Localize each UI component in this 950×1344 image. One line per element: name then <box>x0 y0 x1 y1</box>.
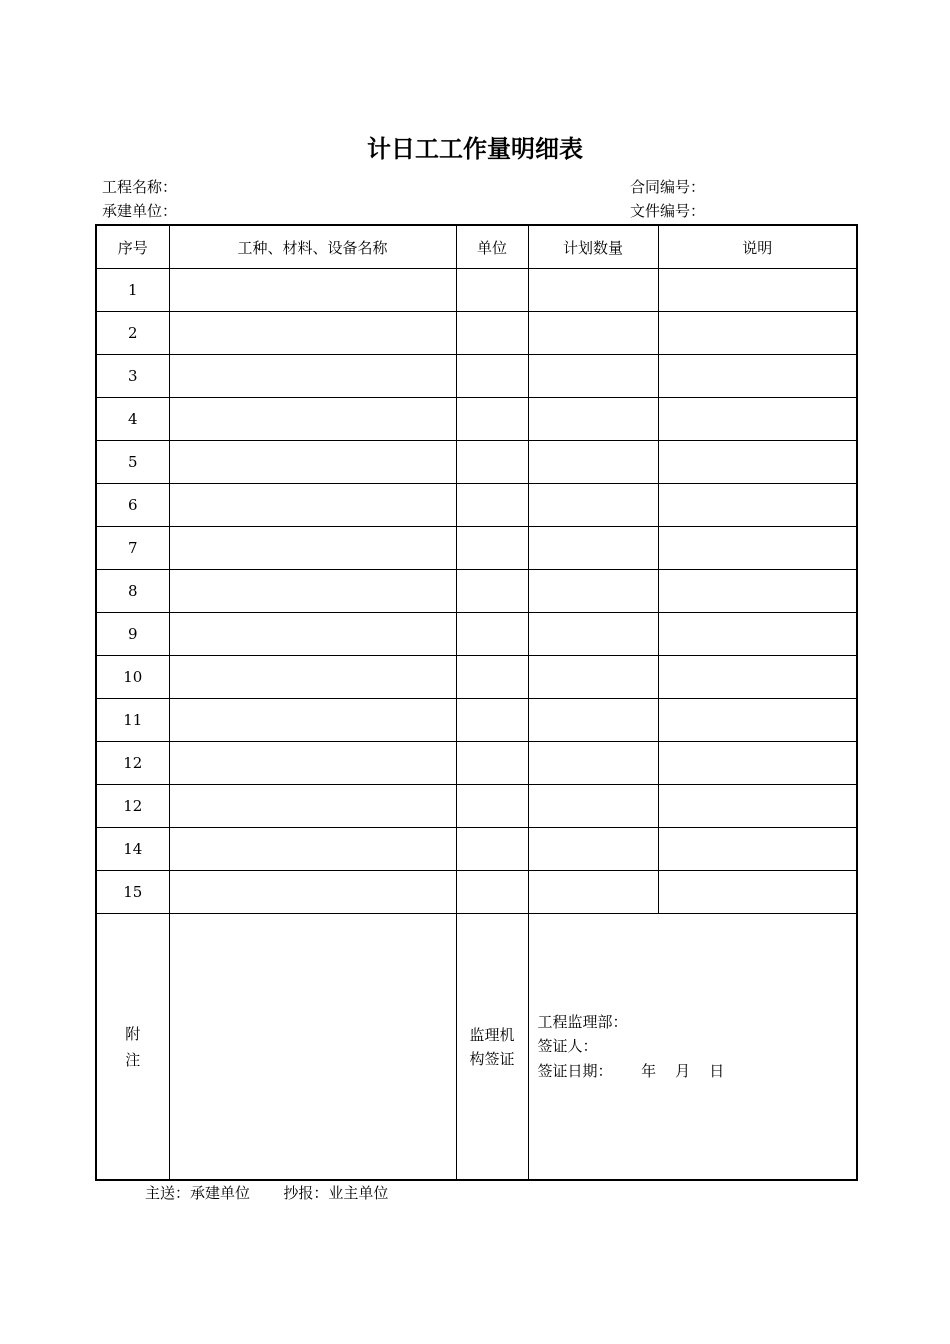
item-name-cell[interactable] <box>169 871 456 914</box>
distribution-footer: 主送：承建单位 抄报：业主单位 <box>145 1184 389 1202</box>
contract-no-label: 合同编号： <box>630 178 706 196</box>
row-index: 9 <box>96 613 169 656</box>
col-header-planned-qty: 计划数量 <box>528 225 658 269</box>
table-row <box>96 699 857 742</box>
item-name-cell[interactable] <box>169 312 456 355</box>
item-name-cell[interactable] <box>169 785 456 828</box>
table-row <box>96 269 857 312</box>
supervision-dept-label: 工程监理部： <box>537 1012 628 1031</box>
item-name-cell[interactable] <box>169 699 456 742</box>
item-name-cell[interactable] <box>169 355 456 398</box>
row-index: 2 <box>96 312 169 355</box>
table-row <box>96 742 857 785</box>
row-index: 1 <box>96 269 169 312</box>
item-name-cell[interactable] <box>169 484 456 527</box>
remarks-cell[interactable] <box>658 398 857 441</box>
remarks-cell[interactable] <box>658 742 857 785</box>
remarks-cell[interactable] <box>658 699 857 742</box>
project-name-label: 工程名称： <box>102 178 178 196</box>
remarks-cell[interactable] <box>658 871 857 914</box>
unit-cell[interactable] <box>456 871 528 914</box>
row-index: 5 <box>96 441 169 484</box>
unit-cell[interactable] <box>456 312 528 355</box>
row-index: 15 <box>96 871 169 914</box>
table-row <box>96 871 857 914</box>
table-row <box>96 656 857 699</box>
unit-cell[interactable] <box>456 269 528 312</box>
row-index: 8 <box>96 570 169 613</box>
planned-qty-cell[interactable] <box>528 699 658 742</box>
item-name-cell[interactable] <box>169 527 456 570</box>
table-row <box>96 441 857 484</box>
table-row <box>96 828 857 871</box>
workload-table <box>95 224 858 1181</box>
table-row <box>96 785 857 828</box>
remark-label-line2: 注 <box>125 1050 141 1069</box>
item-name-cell[interactable] <box>169 828 456 871</box>
table-row <box>96 355 857 398</box>
signer-label: 签证人： <box>537 1037 598 1056</box>
row-index: 6 <box>96 484 169 527</box>
item-name-cell[interactable] <box>169 269 456 312</box>
planned-qty-cell[interactable] <box>528 785 658 828</box>
contractor-label: 承建单位： <box>102 202 178 220</box>
unit-cell[interactable] <box>456 484 528 527</box>
remarks-cell[interactable] <box>658 312 857 355</box>
remarks-cell[interactable] <box>658 441 857 484</box>
remarks-cell[interactable] <box>658 656 857 699</box>
file-no-label: 文件编号： <box>630 202 706 220</box>
planned-qty-cell[interactable] <box>528 527 658 570</box>
unit-cell[interactable] <box>456 355 528 398</box>
row-index: 10 <box>96 656 169 699</box>
remark-label-line1: 附 <box>125 1024 141 1043</box>
row-index: 7 <box>96 527 169 570</box>
table-row <box>96 312 857 355</box>
remark-row <box>96 914 857 1181</box>
planned-qty-cell[interactable] <box>528 312 658 355</box>
supervision-label-line1: 监理机 <box>469 1025 515 1044</box>
planned-qty-cell[interactable] <box>528 871 658 914</box>
unit-cell[interactable] <box>456 527 528 570</box>
table-row <box>96 613 857 656</box>
remarks-cell[interactable] <box>658 484 857 527</box>
unit-cell[interactable] <box>456 441 528 484</box>
row-index: 12 <box>96 742 169 785</box>
planned-qty-cell[interactable] <box>528 828 658 871</box>
row-index: 14 <box>96 828 169 871</box>
planned-qty-cell[interactable] <box>528 656 658 699</box>
unit-cell[interactable] <box>456 656 528 699</box>
row-index: 11 <box>96 699 169 742</box>
remarks-cell[interactable] <box>658 570 857 613</box>
supervision-label <box>456 914 528 1181</box>
col-header-index: 序号 <box>96 225 169 269</box>
table-row <box>96 570 857 613</box>
page-title: 计日工工作量明细表 <box>367 135 583 163</box>
col-header-item-name: 工种、材料、设备名称 <box>169 225 456 269</box>
row-index: 3 <box>96 355 169 398</box>
table-row <box>96 527 857 570</box>
item-name-cell[interactable] <box>169 570 456 613</box>
planned-qty-cell[interactable] <box>528 355 658 398</box>
col-header-remarks: 说明 <box>658 225 857 269</box>
unit-cell[interactable] <box>456 828 528 871</box>
remarks-cell[interactable] <box>658 828 857 871</box>
remark-input-cell[interactable] <box>169 914 456 1181</box>
item-name-cell[interactable] <box>169 398 456 441</box>
planned-qty-cell[interactable] <box>528 484 658 527</box>
remarks-cell[interactable] <box>658 527 857 570</box>
planned-qty-cell[interactable] <box>528 269 658 312</box>
item-name-cell[interactable] <box>169 441 456 484</box>
item-name-cell[interactable] <box>169 656 456 699</box>
unit-cell[interactable] <box>456 785 528 828</box>
planned-qty-cell[interactable] <box>528 570 658 613</box>
planned-qty-cell[interactable] <box>528 742 658 785</box>
remark-label <box>96 914 169 1181</box>
unit-cell[interactable] <box>456 570 528 613</box>
table-row <box>96 398 857 441</box>
item-name-cell[interactable] <box>169 613 456 656</box>
remarks-cell[interactable] <box>658 785 857 828</box>
unit-cell[interactable] <box>456 699 528 742</box>
remarks-cell[interactable] <box>658 355 857 398</box>
planned-qty-cell[interactable] <box>528 398 658 441</box>
unit-cell[interactable] <box>456 613 528 656</box>
remarks-cell[interactable] <box>658 269 857 312</box>
table-header-row <box>96 225 857 269</box>
item-name-cell[interactable] <box>169 742 456 785</box>
col-header-unit: 单位 <box>456 225 528 269</box>
row-index: 12 <box>96 785 169 828</box>
supervision-label-line2: 构签证 <box>469 1049 515 1068</box>
supervision-sign-box[interactable] <box>528 914 857 1181</box>
unit-cell[interactable] <box>456 742 528 785</box>
table-row <box>96 484 857 527</box>
planned-qty-cell[interactable] <box>528 441 658 484</box>
sign-date-label: 签证日期： 年 月 日 <box>537 1061 725 1080</box>
unit-cell[interactable] <box>456 398 528 441</box>
remarks-cell[interactable] <box>658 613 857 656</box>
planned-qty-cell[interactable] <box>528 613 658 656</box>
row-index: 4 <box>96 398 169 441</box>
